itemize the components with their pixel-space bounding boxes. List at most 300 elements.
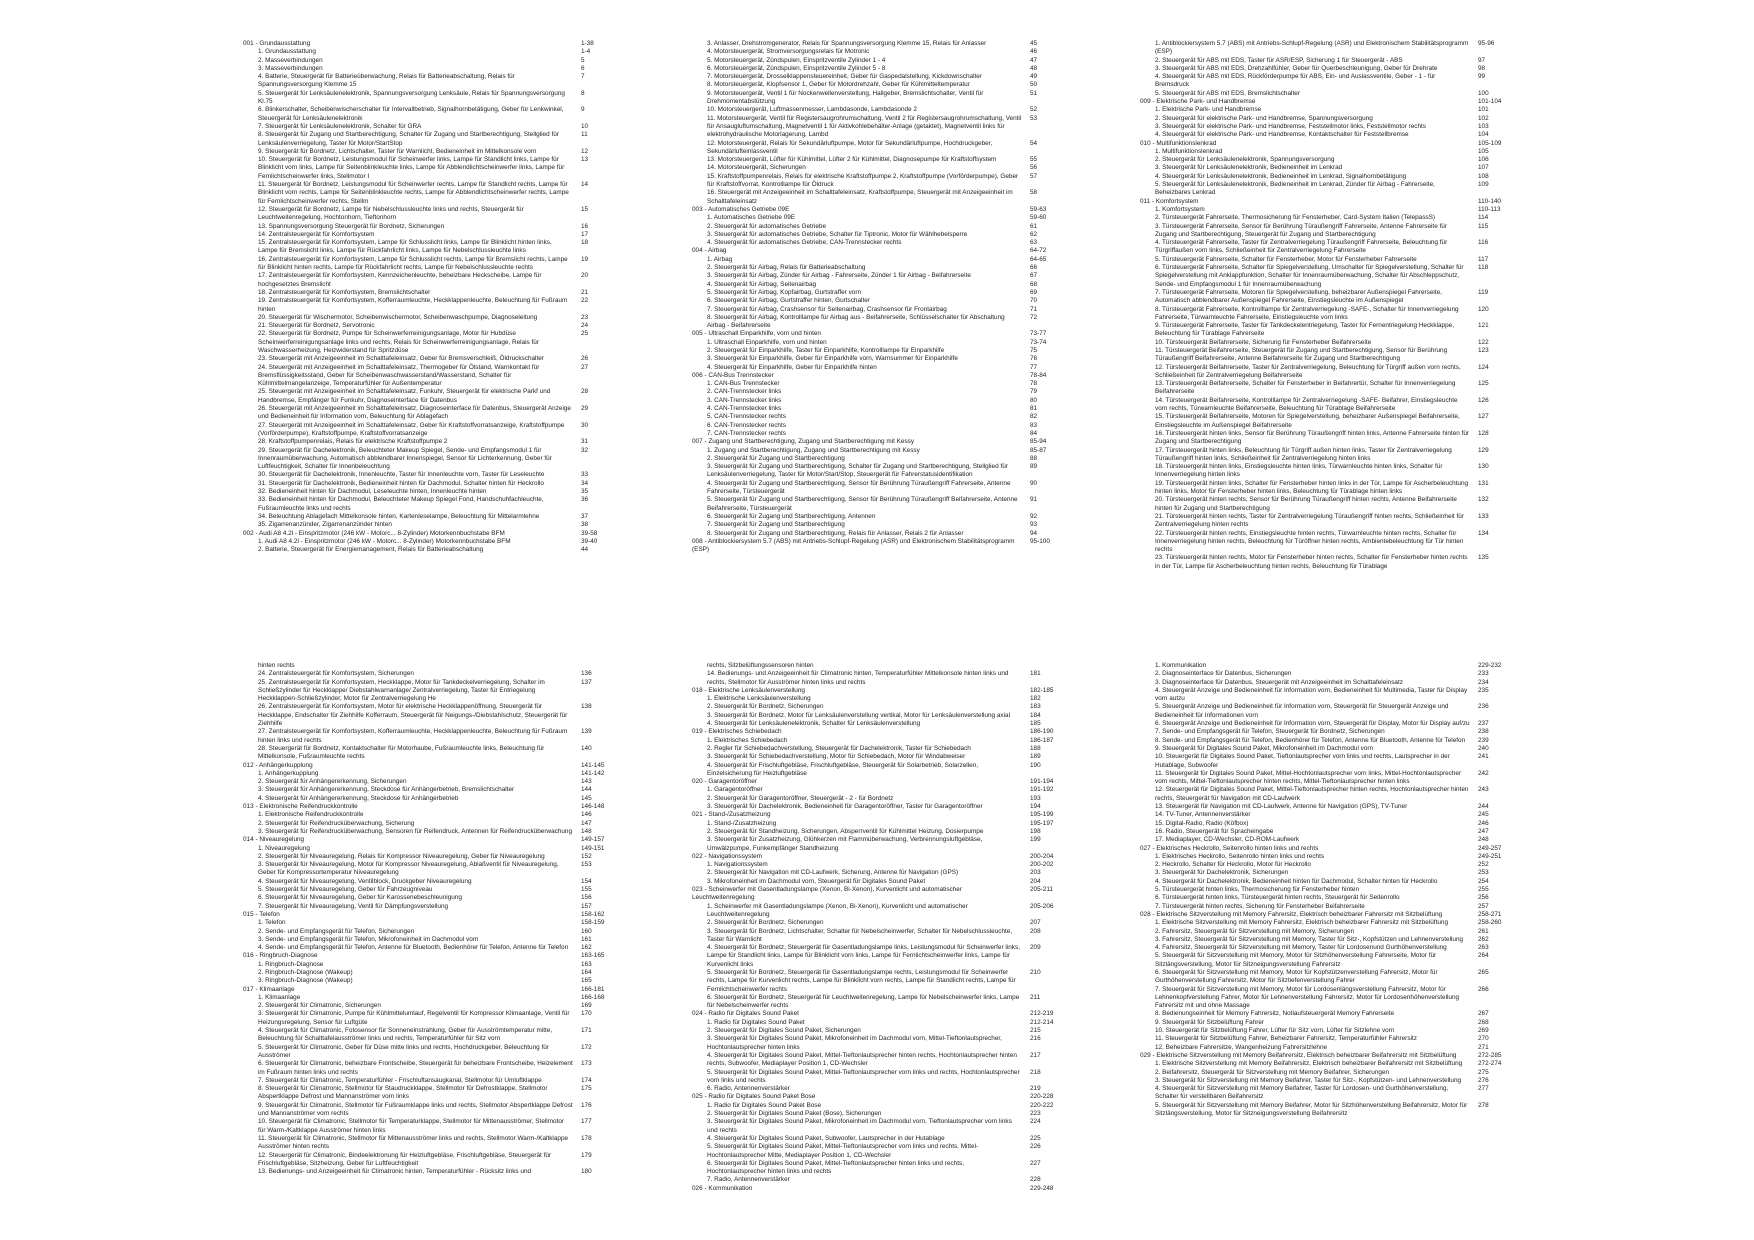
- entry-page: 23: [581, 313, 589, 321]
- index-entry: [243, 231, 633, 239]
- index-entry: [1140, 347, 1530, 364]
- entry-page: 235: [1478, 686, 1489, 694]
- entry-title: 12. Türsteuergerät Beifahrerseite, Taster für Zentralverriegelung, Beleuchtung für Türgriff außen vorn rechts, Schließeinheit für Zentralverriegelung Beifahrerseite: [1155, 363, 1461, 379]
- index-entry: [243, 480, 633, 488]
- entry-title: 6. Türsteuergerät hinten links, Türsteuergerät hinten rechts, Steuergerät für Seitenrollo: [1155, 894, 1400, 902]
- entry-page: 261: [1478, 927, 1489, 935]
- entry-title: 4. Steuergerät für ABS mit EDS, Rückförderpumpe für ABS, Ein- und Auslassventile, Geber - 1 - für Bremsdruck: [1155, 73, 1436, 89]
- section-heading: [692, 778, 1082, 786]
- entry-title: 1. Stand-/Zusatzheizung: [707, 819, 777, 827]
- index-entry: [1140, 770, 1530, 787]
- index-entry: [692, 223, 1082, 231]
- index-entry: [692, 1019, 1082, 1027]
- entry-title: 3. Sende- und Empfangsgerät für Telefon, Mikrofoneinheit im Dachmodul vorn: [258, 935, 479, 943]
- entry-page: 91: [1030, 496, 1038, 504]
- entry-title: 2. Steuergerät für Navigation mit CD-Laufwerk, Sicherung, Antenne für Navigation (GPS): [707, 869, 959, 877]
- entry-page: 1-4: [581, 48, 591, 56]
- index-entry: [1140, 869, 1530, 877]
- entry-title: 4. Batterie, Steuergerät für Batterieüberwachung, Relais für Batterieabschaltung, Relais für Spannungsversorgung Klemme 15: [258, 73, 515, 89]
- entry-page: 170: [581, 1010, 592, 1018]
- entry-page: 105: [1478, 147, 1489, 155]
- index-entry: [243, 272, 633, 289]
- entry-page: 154: [581, 877, 592, 885]
- entry-title: 3. Diagnoseinterface für Datenbus, Steuergerät mit Anzeigeeinheit im Schalttafeleinsatz: [1155, 678, 1403, 686]
- section-heading: [692, 247, 1082, 255]
- entry-title: 13. Steuergerät für Navigation mit CD-Laufwerk, Antenne für Navigation (GPS), TV-Tuner: [1155, 803, 1408, 811]
- section-heading: [692, 538, 1082, 555]
- entry-title: 2. Steuergerät für Niveauregelung, Relais für Kompressor Niveauregelung, Geber für Niveauregelung: [258, 852, 545, 860]
- entry-title: 5. Steuergerät für Sitzverstellung mit Memory Beifahrer, Motor für Sitzhöhenverstellung Beifahrersitz, Motor für Sitzlängsverstellung, Motor für Sitzneigungsverstellung Beifahrersitz: [1155, 1101, 1468, 1118]
- index-entry: [692, 347, 1082, 355]
- entry-page: 162: [581, 944, 592, 952]
- index-entry: [1140, 57, 1530, 65]
- entry-page: 248: [1478, 836, 1489, 844]
- index-entry: [692, 48, 1082, 56]
- index-entry: [692, 828, 1082, 836]
- index-entry: [1140, 886, 1530, 894]
- entry-title: 5. Steuergerät für Digitales Sound Paket, Mittel-Tieftonlautsprecher vorn links und rechts, Hochtonlautsprecher vorn links und rechts: [707, 1068, 1020, 1084]
- entry-page: 205-211: [1030, 886, 1053, 894]
- index-entry: [1140, 903, 1530, 911]
- index-entry: [692, 40, 1082, 48]
- index-entry: [1140, 1077, 1530, 1085]
- index-entry: [1140, 737, 1530, 745]
- entry-page: 272-285: [1478, 1051, 1502, 1059]
- entry-page: 27: [581, 363, 589, 371]
- entry-page: 277: [1478, 1085, 1489, 1093]
- entry-title: 20. Steuergerät für Wischermotor, Scheibenwischermotor, Scheibenwaschpumpe, Diagnoseleitung: [258, 313, 538, 321]
- entry-page: 178: [581, 1134, 592, 1142]
- index-entry: [1140, 928, 1530, 936]
- entry-title: 15. Digital-Radio, Radio (Köfbox): [1155, 819, 1249, 827]
- index-entry: [243, 289, 633, 297]
- entry-title: 1. Elektronische Reifendruckkontrolle: [258, 811, 364, 819]
- entry-page: 145: [581, 794, 592, 802]
- index-entry: [1140, 206, 1530, 214]
- entry-page: 152: [581, 852, 592, 860]
- index-entry: [243, 538, 633, 546]
- entry-title: 1. Scheinwerfer mit Gasentladungslampe (Xenon, Bi-Xenon), Kurvenlicht und automatischer Leuchtweitenregelung: [707, 902, 968, 918]
- index-entry: [243, 1044, 633, 1061]
- entry-title: 3. Steuergerät für automatisches Getriebe, Schalter für Tiptronic, Motor für Wählhebelsperre: [707, 230, 968, 238]
- entry-title: 7. Sende- und Empfangsgerät für Telefon, Steuergerät für Bordnetz, Sicherungen: [1155, 728, 1385, 736]
- index-entry: [243, 1135, 633, 1152]
- entry-title: 14. Türsteuergerät Beifahrerseite, Kontrolllampe für Zentralverriegelung -SAFE- Beifahrer, Einstiegsleuchte vorn rechts, Türwarnleuchte Beifahrerseite, Beleuchtung für Türablage Beifahrerseite: [1155, 396, 1458, 413]
- entry-page: 47: [1030, 56, 1038, 64]
- entry-title: 13. Motorsteuergerät, Lüfter für Kühlmittel, Lüfter 2 für Kühlmittel, Diagnosepumpe für Kraftstoffsystem: [707, 156, 997, 164]
- entry-page: 84: [1030, 429, 1038, 437]
- index-column-3: [1140, 40, 1530, 571]
- entry-page: 253: [1478, 869, 1489, 877]
- index-entry: [692, 662, 1082, 670]
- entry-title: 2. Diagnoseinterface für Datenbus, Sicherungen: [1155, 670, 1292, 678]
- entry-page: 35: [581, 488, 589, 496]
- entry-title: 16. Radio, Steuergerät für Spracheingabe: [1155, 827, 1274, 835]
- entry-title: 23. Türsteuergerät hinten rechts, Motor für Fensterheber hinten rechts, Schalter für Fensterheber hinten rechts in der Tür, Lampe für Ascherbeleuchtung hinten rechts, Beleuchtung für Türablage: [1155, 554, 1468, 570]
- entry-title: 12. Motorsteuergerät, Relais für Sekundärluftpumpe, Motor für Sekundärluftpumpe, Hochdruckgeber, Sekundärlufteinlassventil: [707, 139, 993, 155]
- entry-title: 4. Steuergerät für Einparkhilfe, Geber für Einparkhilfe hinten: [707, 363, 877, 371]
- entry-page: 212-219: [1030, 1010, 1054, 1018]
- entry-title: 2. Ringbruch-Diagnose (Wakeup): [258, 968, 353, 976]
- index-entry: [692, 339, 1082, 347]
- index-entry: [1140, 969, 1530, 986]
- index-entry: [692, 106, 1082, 114]
- entry-title: 1. Multifunktionslenkrad: [1155, 147, 1223, 155]
- entry-title: 4. Steuergerät für Niveauregelung, Ventilblock, Druckgeber Niveauregelung: [258, 877, 472, 885]
- entry-page: 141-145: [581, 761, 605, 769]
- entry-page: 186-187: [1030, 736, 1054, 744]
- index-entry: [1140, 214, 1530, 222]
- entry-title: 28. Steuergerät für Bordnetz, Kontaktschalter für Motorhaube, Fußraumleuchte links, Beleuchtung für Mittelkonsole, Fußraumleuchte rechts: [258, 744, 545, 761]
- entry-page: 216: [1030, 1035, 1041, 1043]
- entry-page: 156: [581, 894, 592, 902]
- index-column-1: [243, 40, 633, 554]
- index-entry: [692, 173, 1082, 190]
- entry-page: 158-162: [581, 910, 605, 918]
- index-entry: [692, 413, 1082, 421]
- entry-page: 26: [581, 355, 589, 363]
- entry-page: 153: [581, 861, 592, 869]
- index-entry: [692, 281, 1082, 289]
- entry-title: 1. Ultraschall Einparkhilfe, vorn und hinten: [707, 338, 827, 346]
- entry-page: 164: [581, 968, 592, 976]
- index-entry: [1140, 289, 1530, 306]
- index-entry: [692, 878, 1082, 886]
- entry-title: 1. Elektrisches Heckrollo, Seitenrollo hinten links und rechts: [1155, 852, 1325, 860]
- entry-title: 018 - Elektrische Lenksäulenverstellung: [692, 686, 805, 694]
- index-entry: [1140, 181, 1530, 198]
- entry-page: 14: [581, 181, 589, 189]
- entry-title: 1. Niveauregelung: [258, 844, 310, 852]
- entry-title: 1. Zugang und Startberechtigung, Zugang und Startberechtigung mit Kessy: [707, 446, 920, 454]
- index-entry: [692, 239, 1082, 247]
- index-entry: [692, 1118, 1082, 1135]
- entry-title: 1. Ringbruch-Diagnose: [258, 960, 324, 968]
- entry-page: 62: [1030, 230, 1038, 238]
- entry-page: 59-60: [1030, 214, 1047, 222]
- entry-title: 4. Steuergerät für Zugang und Startberechtigung, Sensor für Berührung Türaußengriff Fahrerseite, Antenne Fahrerseite, Türsteuergerät: [707, 479, 1011, 496]
- section-heading: [692, 438, 1082, 446]
- entry-page: 51: [1030, 89, 1038, 97]
- index-entry: [1140, 703, 1530, 720]
- entry-title: 7. Steuergerät für Niveauregelung, Ventil für Dämpfungsverstellung: [258, 902, 449, 910]
- entry-page: 172: [581, 1043, 592, 1051]
- index-entry: [1140, 480, 1530, 497]
- index-entry: [692, 745, 1082, 753]
- entry-page: 120: [1478, 305, 1489, 313]
- entry-title: 31. Steuergerät für Dachelektronik, Bedieneinheit hinten für Dachmodul, Schalter hinten für Heckrollo: [258, 479, 544, 487]
- index-entry: [1140, 1060, 1530, 1068]
- entry-title: 18. Zentralsteuergerät für Komfortsystem, Bremslichtschalter: [258, 288, 431, 296]
- entry-page: 129: [1478, 446, 1489, 454]
- entry-page: 48: [1030, 64, 1038, 72]
- entry-page: 130: [1478, 463, 1489, 471]
- entry-title: 8. Steuergerät für Zugang und Startberechtigung, Schalter für Zugang und Startberechtigung, Stellglied für Lenksäulenverriegelung, Taster für Motor/StartStop: [258, 131, 559, 147]
- entry-title: 3. Masseverbindungen: [258, 64, 323, 72]
- entry-page: 122: [1478, 338, 1489, 346]
- entry-page: 239: [1478, 736, 1489, 744]
- entry-title: 5. Motorsteuergerät, Zündspulen, Einspritzventile Zylinder 1 - 4: [707, 56, 886, 64]
- entry-page: 148: [581, 827, 592, 835]
- entry-title: 12. Beheizbare Fahrersitze, Wangenheizung Fahrersitzlehne: [1155, 1043, 1328, 1051]
- entry-title: 9. Türsteuergerät Fahrerseite, Taster für Tankdeckelentriegelung, Taster für Fernentriegelung Heckklappe, Beleuchtung für Türablage Fahrerseite: [1155, 322, 1454, 338]
- entry-title: 10. Steuergerät für Climatronic, Stellmotor für Temperaturklappe, Stellmotor für Mittenausströmer, Stellmotor für Warm-/Kaltklappe Ausströmer hinten links: [258, 1118, 565, 1134]
- entry-page: 1-38: [581, 40, 594, 47]
- entry-title: 27. Zentralsteuergerät für Komfortsystem, Kofferraumleuchte, Heckklappenleuchte, Beleuchtung für Fußraum hinten links und rechts: [258, 728, 568, 744]
- index-entry: [692, 388, 1082, 396]
- index-entry: [692, 264, 1082, 272]
- index-entry: [1140, 380, 1530, 397]
- index-entry: [1140, 786, 1530, 803]
- entry-page: 28: [581, 388, 589, 396]
- entry-page: 223: [1030, 1110, 1041, 1118]
- entry-page: 30: [581, 421, 589, 429]
- entry-page: 16: [581, 222, 589, 230]
- entry-page: 257: [1478, 902, 1489, 910]
- section-heading: [692, 372, 1082, 380]
- index-entry: [692, 753, 1082, 761]
- index-entry: [692, 214, 1082, 222]
- index-entry: [243, 65, 633, 73]
- entry-title: 6. Steuergerät für Zugang und Startberechtigung, Antennen: [707, 512, 876, 520]
- entry-page: 24: [581, 322, 589, 330]
- entry-page: 258-271: [1478, 910, 1502, 918]
- section-heading: [243, 530, 633, 538]
- entry-page: 38: [581, 521, 589, 529]
- entry-title: 3. Ringbruch-Diagnose (Wakeup): [258, 977, 353, 985]
- index-entry: [692, 737, 1082, 745]
- entry-title: 24. Zentralsteuergerät für Komfortsystem, Sicherungen: [258, 670, 414, 678]
- entry-page: 45: [1030, 40, 1038, 47]
- entry-title: 016 - Ringbruch-Diagnose: [243, 952, 318, 960]
- entry-title: 026 - Kommunikation: [692, 1184, 753, 1192]
- entry-page: 147: [581, 819, 592, 827]
- entry-title: 8. Steuergerät für Airbag, Kontrolllampe für Airbag aus - Beifahrerseite, Schlüsselschalter für Abschaltung Airbag - Beifahrerseite: [707, 313, 1005, 330]
- entry-page: 174: [581, 1076, 592, 1084]
- index-entry: [1140, 156, 1530, 164]
- index-entry: [1140, 90, 1530, 98]
- index-entry: [692, 90, 1082, 107]
- entry-page: 15: [581, 205, 589, 213]
- entry-page: 194: [1030, 803, 1041, 811]
- entry-title: 024 - Radio für Digitales Sound Paket: [692, 1010, 799, 1018]
- entry-title: 3. Steuergerät für Dachelektronik, Bedieneinheit für Garagentoröffner, Taster für Garagentoröffner: [707, 803, 983, 811]
- entry-page: 141-142: [581, 769, 605, 777]
- entry-page: 218: [1030, 1068, 1041, 1076]
- entry-title: 16. Steuergerät mit Anzeigeeinheit im Schalttafeleinsatz, Kraftstoffpumpe, Steuergerät mit Anzeigeeinheit im Schalttafeleinsatz: [707, 189, 1013, 205]
- index-entry: [243, 90, 633, 107]
- entry-page: 106: [1478, 156, 1489, 164]
- entry-page: 163-165: [581, 952, 605, 960]
- entry-page: 36: [581, 496, 589, 504]
- entry-page: 246: [1478, 819, 1489, 827]
- entry-title: 3. Steuergerät für Digitales Sound Paket, Mikrofoneinheit im Dachmodul vorn, Tieftonlautsprecher vorn links und rechts: [707, 1118, 1012, 1134]
- entry-page: 50: [1030, 81, 1038, 89]
- section-heading: [692, 886, 1082, 903]
- entry-title: 16. Zentralsteuergerät für Komfortsystem, Lampe für Schlusslicht rechts, Lampe für Bremslicht rechts, Lampe für Blinklicht hinten rechts, Lampe für Rückfahrlicht rechts, Lampe für Nebelschlussleuchte rechts: [258, 255, 568, 272]
- entry-page: 146-148: [581, 803, 605, 811]
- entry-page: 72: [1030, 313, 1038, 321]
- entry-page: 29: [581, 405, 589, 413]
- index-entry: [1140, 223, 1530, 240]
- index-entry: [1140, 1069, 1530, 1077]
- entry-page: 34: [581, 479, 589, 487]
- section-heading: [1140, 845, 1530, 853]
- entry-title: 1. Klimaanlage: [258, 993, 301, 1001]
- index-entry: [1140, 670, 1530, 678]
- entry-page: 205-206: [1030, 902, 1054, 910]
- entry-title: 1. Garagentoröffner: [707, 786, 763, 794]
- entry-page: 85-87: [1030, 446, 1047, 454]
- index-entry: [692, 944, 1082, 969]
- index-entry: [1140, 40, 1530, 57]
- entry-title: 4. Steuergerät für elektrische Park- und Handbremse, Kontaktschalter für Feststellbremse: [1155, 131, 1409, 139]
- entry-title: 17. Türsteuergerät hinten links, Beleuchtung für Türgriff außen hinten links, Taster für Zentralverriegelung Türaußengriff hinten links, Schließeinheit für Zentralverriegelung hinten links: [1155, 446, 1452, 462]
- entry-title: 4. CAN-Trennstecker links: [707, 405, 782, 413]
- entry-title: 1. CAN-Bus Trennstecker: [707, 380, 780, 388]
- entry-page: 97: [1478, 56, 1486, 64]
- entry-title: 3. Fahrersitz, Steuergerät für Sitzverstellung mit Memory, Taster für Sitz-, Kopfstützen und Lehnenverstellung: [1155, 935, 1464, 943]
- entry-page: 161: [581, 935, 592, 943]
- entry-title: 6. Türsteuergerät Fahrerseite, Schalter für Spiegelverstellung, Umschalter für Spiegelverstellung, Schalter für Spiegelverstellung mit Anklappfunktion, Schalter für Innenraumüberwachung, Schalter für Abschleppschutz, Sende- und Empfangsmodul 1 für Innenraumüberwachung: [1155, 264, 1464, 288]
- entry-page: 132: [1478, 496, 1489, 504]
- entry-title: 3. Steuergerät für Niveauregelung, Motor für Kompressor Niveauregelung, Ablaßventil für Niveauregelung, Geber für Kompressortemperatur Niveauregelung: [258, 861, 559, 877]
- entry-page: 241: [1478, 753, 1489, 761]
- entry-title: 1. Airbag: [707, 255, 733, 263]
- index-entry: [1140, 687, 1530, 704]
- entry-title: 4. Steuergerät für Sitzverstellung mit Memory Beifahrer, Taster für Lordosen- und Gurthöhenverstellung, Schalter für verstellbaren Beifahrersitz: [1155, 1085, 1449, 1101]
- entry-title: 001 - Grundausstattung: [243, 40, 311, 47]
- entry-page: 17: [581, 230, 589, 238]
- section-heading: [692, 1010, 1082, 1018]
- entry-title: 1. Kommunikation: [1155, 662, 1207, 669]
- index-entry: [692, 720, 1082, 728]
- index-entry: [1140, 861, 1530, 869]
- index-entry: [692, 670, 1082, 687]
- entry-title: 16. Türsteuergerät hinten links, Sensor für Berührung Türaußengriff hinten links, Antenne Fahrerseite hinten für Zugang und Startberechtigung: [1155, 429, 1470, 446]
- entry-title: 15. Kraftstoffpumpenrelais, Relais für elektrische Kraftstoffpumpe 2, Kraftstoffpumpe (Vorförderpumpe), Geber für Kraftstoffvorrat, Kontrolllampe für Öldruck: [707, 172, 1019, 189]
- entry-title: 3. Steuergerät für Anhängererkennung, Steckdose für Anhängerbetrieb, Bremslichtschalter: [258, 786, 515, 794]
- entry-title: 12. Steuergerät für Bordnetz, Lampe für Nebelschlussleuchte links und rechts, Steuergerät für Leuchtweitenregelung, Hochtonhorn, Tieftonhorn: [258, 205, 524, 222]
- section-heading: [1140, 911, 1530, 919]
- entry-page: 219: [1030, 1085, 1041, 1093]
- entry-page: 57: [1030, 172, 1038, 180]
- index-entry: [1140, 239, 1530, 256]
- index-entry: [243, 297, 633, 314]
- entry-page: 184: [1030, 711, 1041, 719]
- entry-title: 1. Elektrische Lenksäulenverstellung: [707, 695, 811, 703]
- entry-page: 149-157: [581, 836, 605, 844]
- entry-page: 55: [1030, 156, 1038, 164]
- entry-title: 023 - Scheinwerfer mit Gasentladungslampe (Xenon, Bi-Xenon), Kurvenlicht und automatischer Leuchtweitenregelung: [692, 886, 962, 902]
- index-entry: [243, 936, 633, 944]
- entry-page: 185: [1030, 720, 1041, 728]
- entry-page: 199: [1030, 836, 1041, 844]
- index-entry: [1140, 662, 1530, 670]
- entry-page: 157: [581, 902, 592, 910]
- entry-page: 9: [581, 106, 585, 114]
- entry-title: 6. Blinkerschalter, Scheibenwischerschalter für Intervallbetrieb, Signalhornbetätigung, Geber für Lenkwinkel, Steuergerät für Lenksäulenelektronik: [258, 106, 564, 122]
- index-entry: [243, 1027, 633, 1044]
- section-heading: [692, 853, 1082, 861]
- index-entry: [692, 994, 1082, 1011]
- entry-page: 245: [1478, 811, 1489, 819]
- entry-title: 1. Radio für Digitales Sound Paket: [707, 1018, 805, 1026]
- entry-page: 94: [1030, 529, 1038, 537]
- index-entry: [243, 1085, 633, 1102]
- index-entry: [692, 1176, 1082, 1184]
- index-entry: [692, 1110, 1082, 1118]
- entry-page: 64-65: [1030, 255, 1047, 263]
- entry-page: 189: [1030, 753, 1041, 761]
- index-entry: [1140, 339, 1530, 347]
- index-entry: [243, 1118, 633, 1135]
- entry-title: 9. Steuergerät für Digitales Sound Paket, Mikrofoneinheit im Dachmodul vorn: [1155, 744, 1374, 752]
- entry-title: 4. Fahrersitz, Steuergerät für Sitzverstellung mit Memory, Taster für Lordosenund Gurthöhenverstellung: [1155, 944, 1447, 952]
- entry-title: 4. Steuergerät für Digitales Sound Paket, Mittel-Tieftonlautsprecher hinten rechts, Hochtonlautsprecher hinten rechts, Subwoofer, Mediaplayer Position 1, CD-Wechsler: [707, 1051, 1017, 1068]
- entry-title: 2. Steuergerät für Bordnetz, Sicherungen: [707, 919, 824, 927]
- entry-title: 6. Steuergerät für Sitzverstellung mit Memory, Motor für Kopfstützenverstellung Fahrersitz, Motor für Gurthöhenverstellung Fahrersitz, Motor für Sitztiefenverstellung Fahrer: [1155, 968, 1438, 985]
- index-entry: [1140, 820, 1530, 828]
- entry-page: 181: [1030, 670, 1041, 678]
- entry-title: 26. Zentralsteuergerät für Komfortsystem, Motor für elektrische Heckklappenöffnung, Steuergerät für Heckklappe, Endschalter für Ziehhilfe Kofferraum, Steuergerät für Neigungs-/Diebstahlschutz, Steuergerät für Ziehhilfe: [258, 703, 568, 728]
- index-entry: [243, 256, 633, 273]
- index-entry: [692, 289, 1082, 297]
- index-entry: [1140, 447, 1530, 464]
- entry-title: 3. Steuergerät für Lenksäulenelektronik, Bedieneinheit im Lenkrad: [1155, 164, 1343, 172]
- entry-title: 020 - Garagentoröffner: [692, 778, 757, 786]
- index-entry: [692, 1160, 1082, 1177]
- entry-page: 124: [1478, 363, 1489, 371]
- entry-title: 29. Steuergerät für Dachelektronik, Beleuchteter Makeup Spiegel, Sende- und Empfangsmodul 1 für Innenraumüberwachung, Automatisch abblendbarer Innenspiegel, Sensor für Lichterkennung, Geber für Luftfeuchtigkeit, Schalter für Innenbeleuchtung: [258, 446, 552, 471]
- entry-page: 115: [1478, 222, 1489, 230]
- entry-title: 2. Türsteuergerät Fahrerseite, Thermosicherung für Fensterheber, Card-System Italien (TelepassS): [1155, 214, 1436, 222]
- entry-page: 110-113: [1478, 205, 1501, 213]
- index-entry: [1140, 1035, 1530, 1043]
- entry-title: 2. Steuergerät für elektrische Park- und Handbremse, Spannungsversorgung: [1155, 114, 1373, 122]
- entry-page: 266: [1478, 985, 1489, 993]
- entry-page: 119: [1478, 288, 1489, 296]
- entry-title: 3. Steuergerät für ABS mit EDS, Drehzahlfühler, Geber für Querbeschleunigung, Geber für Drehrate: [1155, 64, 1438, 72]
- entry-page: 236: [1478, 703, 1489, 711]
- entry-title: 017 - Klimaanlage: [243, 985, 295, 993]
- entry-title: 6. CAN-Trennstecker rechts: [707, 421, 786, 429]
- entry-page: 70: [1030, 297, 1038, 305]
- entry-page: 190: [1030, 761, 1041, 769]
- entry-title: 23. Steuergerät mit Anzeigeeinheit im Schalttafeleinsatz, Geber für Bremsverschleiß, Öldruckschalter: [258, 355, 544, 363]
- entry-title: 11. Steuergerät für Climatronic, Stellmotor für Mittenausströmer links und rechts, Stellmotor Warm-/Kaltklappe Ausströmer hinten rechts: [258, 1134, 569, 1151]
- entry-page: 264: [1478, 952, 1489, 960]
- index-entry: [243, 886, 633, 894]
- entry-title: 1. Audi A8 4.2l - Einspritzmotor (246 kW - Motorc... 8-Zylinder) Motorkennbuchstabe BFM: [258, 537, 511, 545]
- entry-page: 224: [1030, 1118, 1041, 1126]
- entry-title: 1. Automatisches Getriebe 09E: [707, 214, 796, 222]
- entry-title: 3. Steuergerät für Airbag, Zünder für Airbag - Fahrerseite, Zünder 1 für Airbag - Beifahrerseite: [707, 272, 971, 280]
- index-entry: [1140, 679, 1530, 687]
- index-entry: [1140, 164, 1530, 172]
- entry-title: 1. Antiblockiersystem 5.7 (ABS) mit Antriebs-Schlupf-Regelung (ASR) und Elektronischem Stabilitätsprogramm (ESP): [1155, 40, 1469, 56]
- entry-title: 4. Steuergerät für Airbag, Seitenairbag: [707, 280, 817, 288]
- entry-title: 3. Anlasser, Drehstromgenerator, Relais für Spannungsversorgung Klemme 15, Relais für Anlasser: [707, 40, 987, 47]
- entry-title: 15. Türsteuergerät Beifahrerseite, Motoren für Spiegelverstellung, beheizbarer Außenspiegel Beifahrerseite, Einstiegsleuchte im Außenspiegel Beifahrerseite: [1155, 413, 1460, 429]
- entry-page: 195-199: [1030, 811, 1054, 819]
- index-entry: [1140, 1085, 1530, 1102]
- entry-page: 8: [581, 89, 585, 97]
- entry-title: 10. Steuergerät für Bordnetz, Leistungsmodul für Scheinwerfer links, Lampe für Standlicht links, Lampe für Blinklicht vorn links, Lampe für Seitenblinkleuchte links, Lampe für Abblendlichtscheinwerfer links, Lampe für Fernlichtscheinwerfer links, Stellmotor I: [258, 156, 565, 180]
- entry-page: 256: [1478, 894, 1489, 902]
- entry-title: 13. Türsteuergerät Beifahrerseite, Schalter für Fensterheber in Beifahrertür, Schalter für Innenverriegelung Beifahrerseite: [1155, 380, 1456, 396]
- entry-title: 2. Steuergerät für Climatronic, Sicherungen: [258, 1002, 381, 1010]
